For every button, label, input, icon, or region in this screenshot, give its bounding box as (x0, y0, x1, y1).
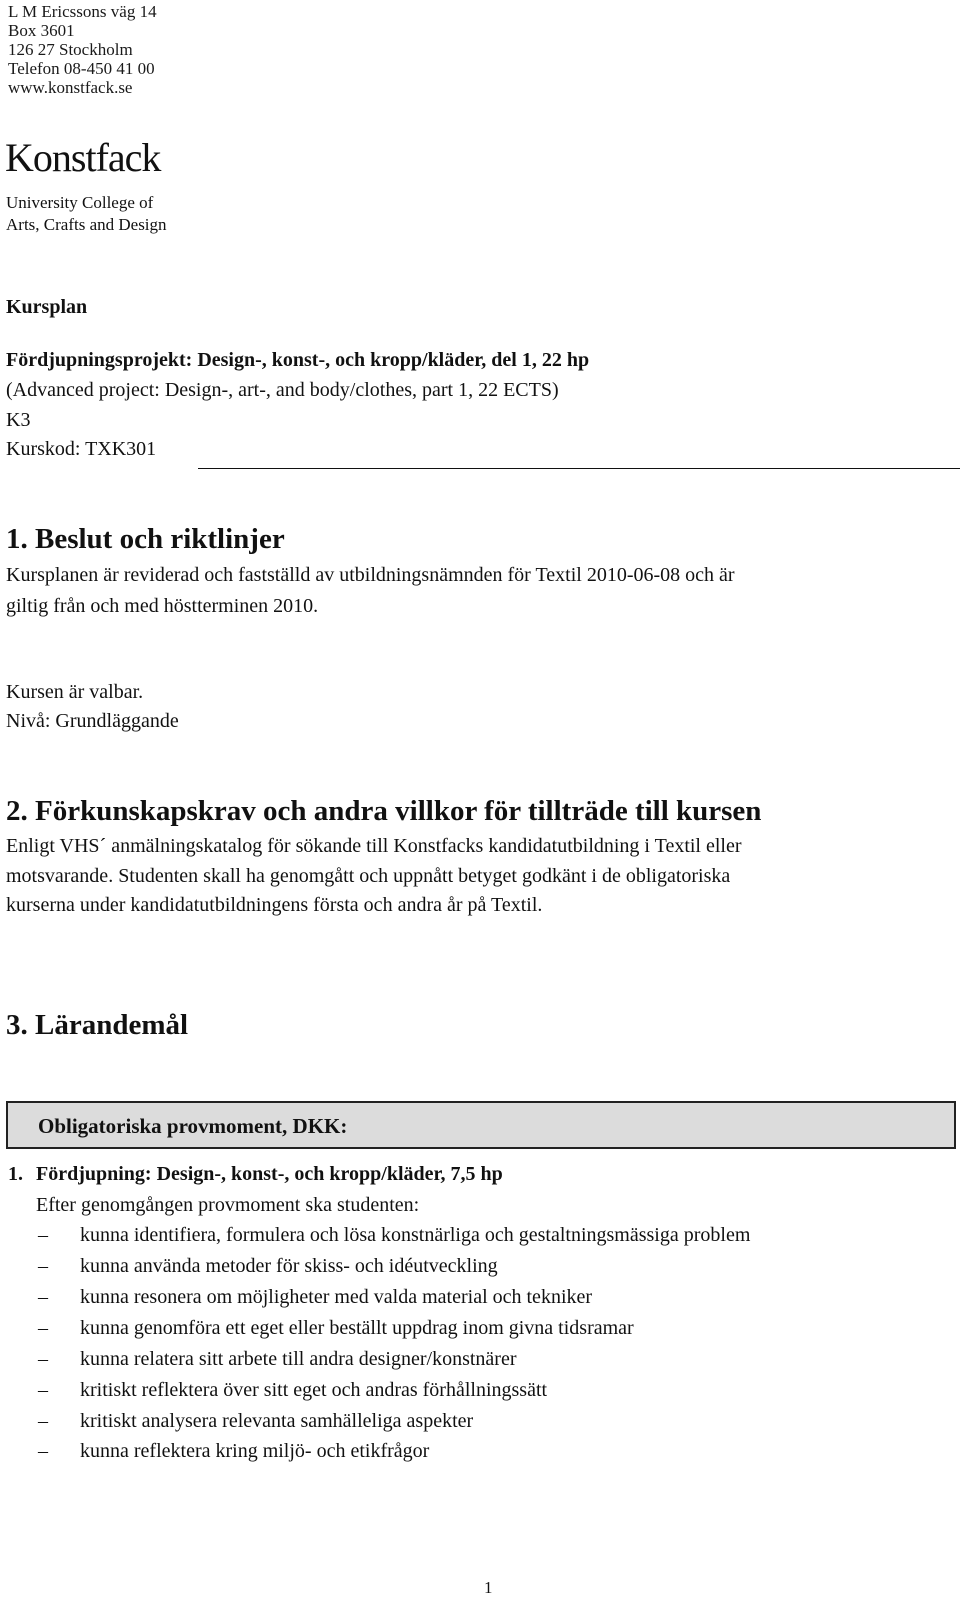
goal-list-item (8, 1378, 960, 1404)
goal-text: kritiskt analysera relevanta samhälleliga aspekter (80, 1410, 474, 1432)
page-number: 1 (484, 1578, 493, 1597)
section1-paragraph-line2: giltig från och med höstterminen 2010. (6, 595, 319, 617)
logo-wordmark: Konstfack (5, 135, 161, 180)
section3-number: 3. (6, 1009, 28, 1041)
goal-text: kunna resonera om möjligheter med valda material och tekniker (80, 1286, 593, 1308)
document-type: Kursplan (6, 296, 88, 318)
header-rule (198, 468, 960, 469)
dash-bullet-icon: – (38, 1379, 48, 1401)
section2-paragraph-line2: motsvarande. Studenten skall ha genomgått och uppnått betyget godkänt i de obligatoriska (6, 865, 731, 887)
address-box: Box 3601 (8, 21, 75, 40)
goal-list-item (8, 1254, 960, 1280)
goal-list-item (8, 1347, 960, 1373)
goal-list-item (8, 1316, 960, 1342)
section2-heading: 2. Förkunskapskrav och andra villkor för tillträde till kursen (6, 795, 762, 827)
dash-bullet-icon: – (38, 1286, 48, 1308)
goal-text: kunna reflektera kring miljö- och etikfrågor (80, 1440, 430, 1462)
section2-paragraph-line1: Enligt VHS´ anmälningskatalog för sökande till Konstfacks kandidatutbildning i Textil eller (6, 835, 742, 857)
dash-bullet-icon: – (38, 1348, 48, 1370)
address-phone: Telefon 08-450 41 00 (8, 59, 155, 78)
section1-heading: 1. Beslut och riktlinjer (6, 523, 285, 555)
goal-list-item (8, 1223, 960, 1249)
address-street: L M Ericssons väg 14 (8, 2, 157, 21)
mandatory-modules-label: Obligatoriska provmoment, DKK: (38, 1114, 348, 1138)
address-city: 126 27 Stockholm (8, 40, 133, 59)
goal-list-item (8, 1285, 960, 1311)
goal-text: kunna använda metoder för skiss- och idéutveckling (80, 1255, 498, 1277)
mandatory-modules-box (6, 1101, 956, 1149)
goal-list-item (8, 1439, 960, 1465)
course-level-code: K3 (6, 409, 31, 431)
logo-subtitle-line1: University College of (6, 193, 154, 212)
address-web: www.konstfack.se (8, 78, 133, 97)
dash-bullet-icon: – (38, 1317, 48, 1339)
goal-text: kunna relatera sitt arbete till andra designer/konstnärer (80, 1348, 517, 1370)
dash-bullet-icon: – (38, 1440, 48, 1462)
course-code: Kurskod: TXK301 (6, 438, 157, 460)
course-elective-note: Kursen är valbar. (6, 681, 144, 703)
module-number: 1. (8, 1163, 23, 1185)
goal-text: kunna genomföra ett eget eller beställt uppdrag inom givna tidsramar (80, 1317, 634, 1339)
section1-paragraph-line1: Kursplanen är reviderad och fastställd av utbildningsnämnden för Textil 2010-06-08 och är (6, 564, 735, 586)
dash-bullet-icon: – (38, 1410, 48, 1432)
course-title-swedish: Fördjupningsprojekt: Design-, konst-, och kropp/kläder, del 1, 22 hp (6, 349, 590, 371)
course-title-english: (Advanced project: Design-, art-, and body/clothes, part 1, 22 ECTS) (6, 379, 559, 401)
dash-bullet-icon: – (38, 1224, 48, 1246)
course-level: Nivå: Grundläggande (6, 710, 179, 732)
goal-text: kunna identifiera, formulera och lösa konstnärliga och gestaltningsmässiga problem (80, 1224, 751, 1246)
section2-paragraph-line3: kurserna under kandidatutbildningens första och andra år på Textil. (6, 894, 543, 916)
logo-subtitle-line2: Arts, Crafts and Design (6, 215, 167, 234)
section3-heading: Lärandemål (35, 1009, 189, 1041)
module-title: Fördjupning: Design-, konst-, och kropp/kläder, 7,5 hp (36, 1163, 503, 1185)
goal-list-item (8, 1409, 960, 1435)
dash-bullet-icon: – (38, 1255, 48, 1277)
goals-intro: Efter genomgången provmoment ska studenten: (36, 1194, 420, 1216)
goal-text: kritiskt reflektera över sitt eget och andras förhållningssätt (80, 1379, 548, 1401)
